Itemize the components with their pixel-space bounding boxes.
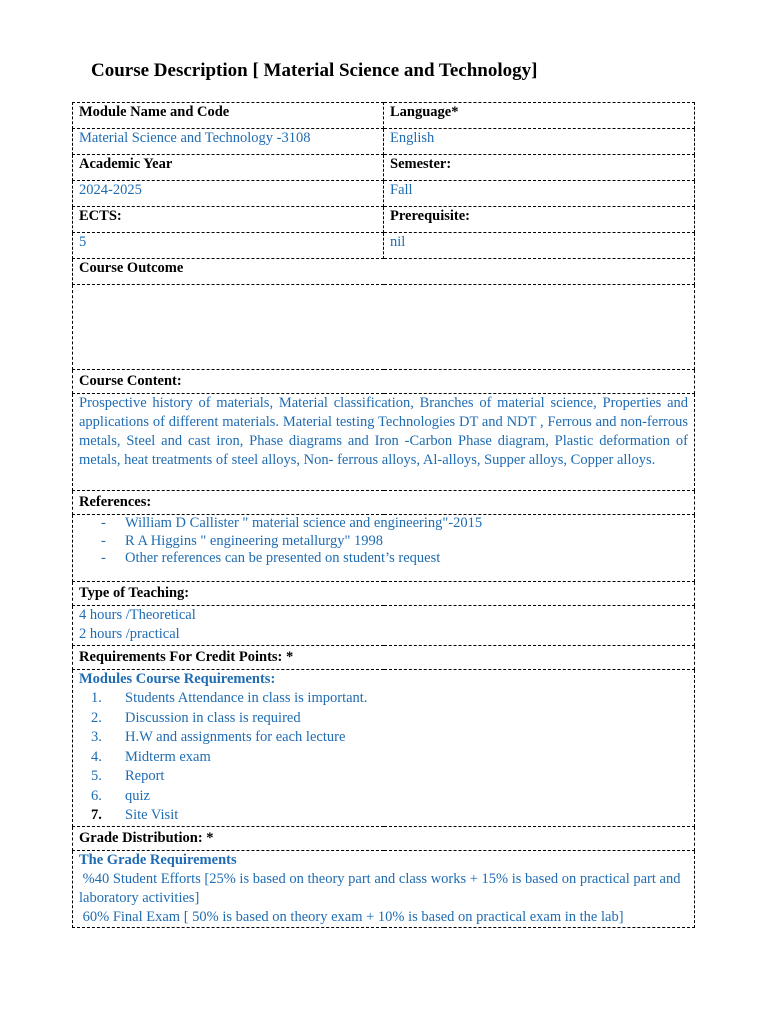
credit-points-label: Requirements For Credit Points: * bbox=[73, 646, 695, 670]
module-language-label-row bbox=[73, 103, 695, 129]
module-language-value-row bbox=[73, 129, 695, 155]
semester-label: Semester: bbox=[384, 155, 695, 181]
reference-item: - William D Callister " material science and engineering"-2015 bbox=[101, 515, 483, 531]
prerequisite-value: nil bbox=[384, 233, 695, 259]
final-exam-text: 60% Final Exam [ 50% is based on theory exam + 10% is based on practical exam in the lab] bbox=[79, 908, 624, 925]
grade-distribution-label: Grade Distribution: * bbox=[73, 826, 695, 850]
teaching-label: Type of Teaching: bbox=[73, 582, 695, 606]
course-outcome-value-row bbox=[73, 285, 695, 370]
references-label-row bbox=[73, 491, 695, 515]
grade-requirements-row bbox=[73, 850, 695, 927]
module-name-value: Material Science and Technology -3108 bbox=[73, 129, 384, 155]
references-label: References: bbox=[73, 491, 695, 515]
course-outcome-label-row bbox=[73, 259, 695, 285]
semester-value: Fall bbox=[384, 181, 695, 207]
year-semester-label-row bbox=[73, 155, 695, 181]
references-cell bbox=[73, 515, 695, 582]
course-content-label: Course Content: bbox=[73, 370, 695, 394]
teaching-theoretical: 4 hours /Theoretical bbox=[79, 607, 196, 623]
ects-label: ECTS: bbox=[73, 207, 384, 233]
modules-requirements-heading: Modules Course Requirements: bbox=[79, 671, 276, 687]
credit-requirements-row bbox=[73, 670, 695, 827]
prerequisite-label: Prerequisite: bbox=[384, 207, 695, 233]
course-content-label-row bbox=[73, 370, 695, 394]
references-list-row bbox=[73, 515, 695, 582]
credit-label-row bbox=[73, 646, 695, 670]
requirements-list bbox=[79, 689, 688, 826]
module-name-label: Module Name and Code bbox=[73, 103, 384, 129]
course-description-table bbox=[72, 102, 695, 928]
teaching-value-row bbox=[73, 606, 695, 646]
page-title: Course Description [ Material Science and Technology] bbox=[91, 60, 538, 81]
requirement-item: 6. quiz bbox=[91, 787, 150, 804]
grade-requirements-heading: The Grade Requirements bbox=[79, 851, 237, 868]
course-outcome-value bbox=[73, 285, 695, 370]
language-value: English bbox=[384, 129, 695, 155]
requirement-item: 7. Site Visit bbox=[91, 807, 179, 823]
requirement-item: 5. Report bbox=[91, 768, 165, 784]
course-content-text: Prospective history of materials, Material classification, Branches of material science, Properties and applications of different materials. Material testing Technologies DT and NDT , Ferrous and non-ferrous metals, Steel and cast iron, Phase diagrams and Iron -Carbon Phase diagram, Plastic deformation of metals, heat treatments of steel alloys, Non- ferrous alloys, Al-alloys, Supper alloys, Copper alloys. bbox=[73, 394, 695, 491]
course-content-value-row bbox=[73, 394, 695, 491]
reference-item: - R A Higgins " engineering metallurgy" 1998 bbox=[101, 532, 384, 549]
teaching-practical: 2 hours /practical bbox=[79, 626, 180, 642]
credit-requirements-cell bbox=[73, 670, 695, 827]
ects-prereq-label-row bbox=[73, 207, 695, 233]
ects-prereq-value-row bbox=[73, 233, 695, 259]
requirement-item: 3. H.W and assignments for each lecture bbox=[91, 729, 346, 745]
teaching-label-row bbox=[73, 582, 695, 606]
student-efforts-text: %40 Student Efforts [25% is based on theory part and class works + 15% is based on practical part and laboratory activities] bbox=[79, 870, 685, 906]
requirement-item: 1. Students Attendance in class is important. bbox=[91, 690, 368, 706]
grade-label-row bbox=[73, 826, 695, 850]
grade-requirements-cell bbox=[73, 850, 695, 927]
academic-year-value: 2024-2025 bbox=[73, 181, 384, 207]
year-semester-value-row bbox=[73, 181, 695, 207]
references-list bbox=[79, 515, 688, 568]
academic-year-label: Academic Year bbox=[73, 155, 384, 181]
language-label: Language* bbox=[384, 103, 695, 129]
requirement-item: 2. Discussion in class is required bbox=[91, 709, 301, 726]
requirement-item: 4. Midterm exam bbox=[91, 748, 211, 765]
teaching-cell bbox=[73, 606, 695, 646]
ects-value: 5 bbox=[73, 233, 384, 259]
reference-item: - Other references can be presented on student’s request bbox=[101, 550, 441, 566]
course-outcome-label: Course Outcome bbox=[73, 259, 695, 285]
